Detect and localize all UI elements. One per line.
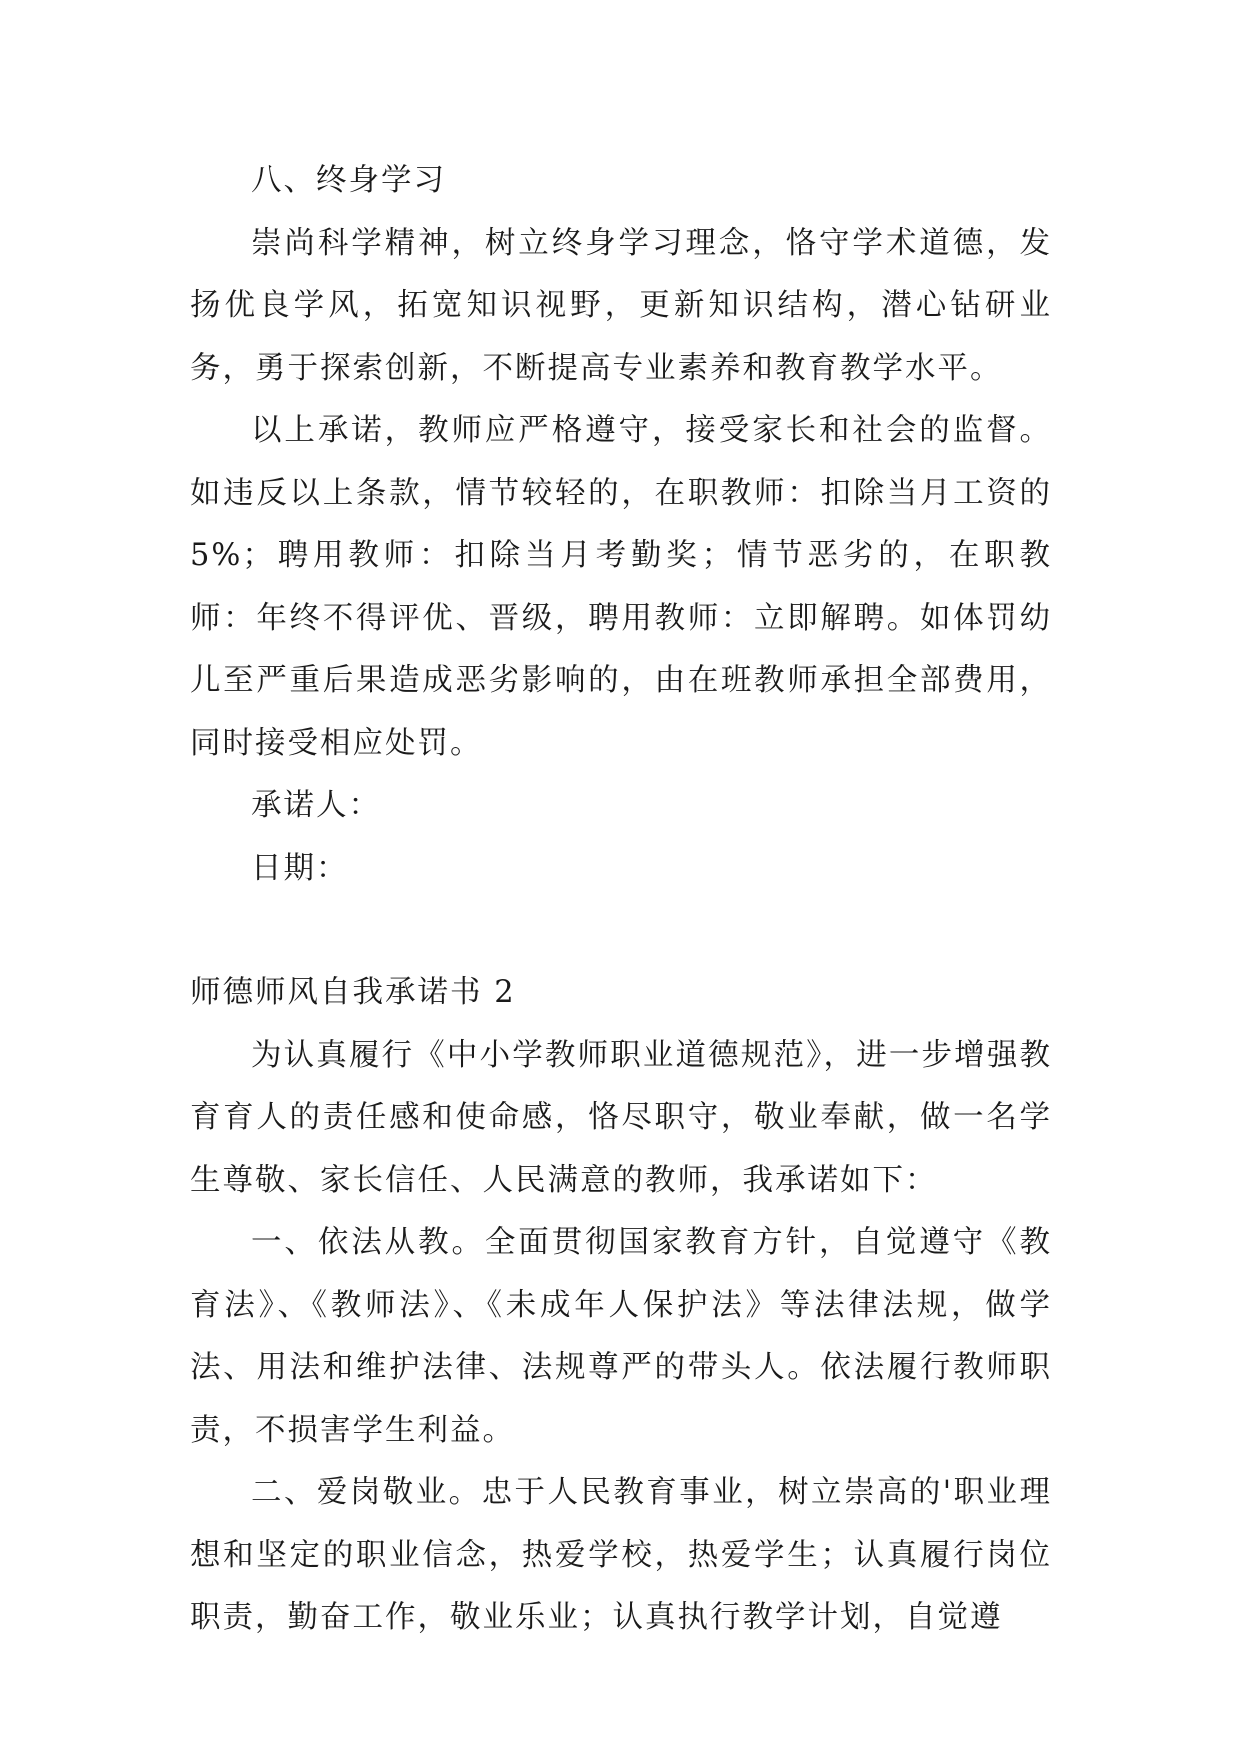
- paragraph-commitment-rules: 以上承诺，教师应严格遵守，接受家长和社会的监督。如违反以上条款，情节较轻的，在职教师：扣除当月工资的5%；聘用教师：扣除当月考勤奖；情节恶劣的，在职教师：年终不得评优、晋级，聘用教师：立即解聘。如体罚幼儿至严重后果造成恶劣影响的，由在班教师承担全部费用，同时接受相应处罚。: [190, 413, 1052, 761]
- paragraph-intro: 为认真履行《中小学教师职业道德规范》，进一步增强教育育人的责任感和使命感，恪尽职守，敬业奉献，做一名学生尊敬、家长信任、人民满意的教师，我承诺如下：: [190, 1037, 1052, 1198]
- paragraph-lifelong-learning: 崇尚科学精神，树立终身学习理念，恪守学术道德，发扬优良学风，拓宽知识视野，更新知识结构，潜心钻研业务，勇于探索创新，不断提高专业素养和教育教学水平。: [190, 225, 1052, 386]
- section-gap: [190, 900, 1052, 962]
- section-heading-lifelong-learning: 八、终身学习: [251, 163, 446, 198]
- signer-label: 承诺人：: [251, 788, 381, 823]
- paragraph-item-dedication: 二、爱岗敬业。忠于人民教育事业，树立崇高的'职业理想和坚定的职业信念，热爱学校，热爱学生；认真履行岗位职责，勤奋工作，敬业乐业；认真执行教学计划，自觉遵: [190, 1475, 1052, 1635]
- section-title: 师德师风自我承诺书 2: [190, 975, 516, 1010]
- date-label: 日期：: [251, 850, 349, 886]
- document-page: [190, 150, 1052, 1650]
- paragraph-item-law: 一、依法从教。全面贯彻国家教育方针，自觉遵守《教育法》、《教师法》、《未成年人保护法》等法律法规，做学法、用法和维护法律、法规尊严的带头人。依法履行教师职责，不损害学生利益。: [190, 1225, 1052, 1448]
